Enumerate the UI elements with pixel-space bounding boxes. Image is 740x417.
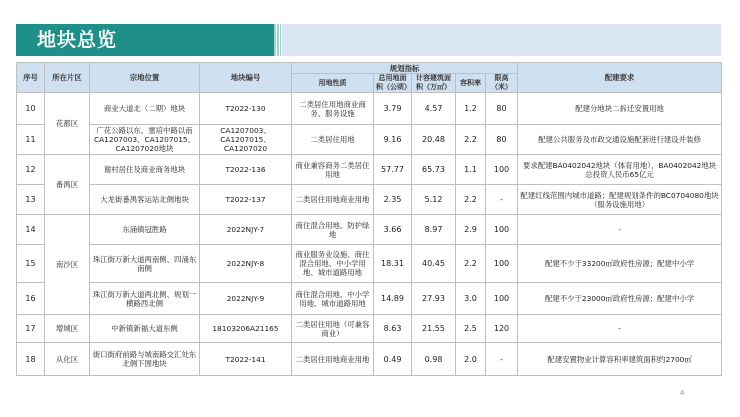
cell-location: 广花公路以东、塞培中路以南CA1207003、CA1207015、CA1207020地块: [90, 125, 200, 155]
cell-plot-no: 2022NJY-7: [200, 215, 292, 245]
cell-plot-no: CA1207003、CA1207015、CA1207020: [200, 125, 292, 155]
header-district: 所在片区: [45, 63, 90, 93]
cell-requirements: -: [518, 215, 722, 245]
cell-land-use: 二类居住用地商业商务、服务设施: [292, 93, 374, 125]
cell-height: 80: [486, 93, 518, 125]
cell-height: 100: [486, 283, 518, 315]
page-number: 4: [680, 389, 685, 397]
cell-district: 从化区: [45, 343, 90, 376]
header-planning-indicators: 规划指标: [292, 63, 518, 74]
cell-location: 中新镇新福大道东侧: [90, 315, 200, 343]
cell-seq: 16: [17, 283, 45, 315]
cell-seq: 12: [17, 155, 45, 185]
cell-floor-area: 40.45: [412, 245, 456, 283]
cell-district: 南沙区: [45, 215, 90, 315]
cell-floor-area: 0.98: [412, 343, 456, 376]
cell-floor-area: 21.55: [412, 315, 456, 343]
title-bar-accent: [16, 24, 274, 56]
cell-area: 18.31: [374, 245, 412, 283]
cell-requirements: 配建公共服务及市政交通设施配套进行建设并装修: [518, 125, 722, 155]
cell-area: 8.63: [374, 315, 412, 343]
cell-requirements: -: [518, 315, 722, 343]
cell-height: 80: [486, 125, 518, 155]
table-row: [17, 343, 722, 376]
cell-far: 2.5: [456, 315, 486, 343]
cell-plot-no: 2022NJY-8: [200, 245, 292, 283]
cell-far: 1.1: [456, 155, 486, 185]
title-stripe-decoration: [274, 24, 281, 56]
cell-area: 3.79: [374, 93, 412, 125]
cell-location: 珠江街万新大道两北侧、规划一横路西北侧: [90, 283, 200, 315]
cell-area: 3.66: [374, 215, 412, 245]
cell-plot-no: T2022-141: [200, 343, 292, 376]
cell-floor-area: 65.73: [412, 155, 456, 185]
header-land-use: 用地性质: [292, 74, 374, 93]
cell-plot-no: T2022-130: [200, 93, 292, 125]
cell-far: 1.2: [456, 93, 486, 125]
cell-floor-area: 4.57: [412, 93, 456, 125]
cell-requirements: 配建红线范围内城市道路；配建规划条件的BC0704080地块（服务设施用地）: [518, 185, 722, 215]
header-floor-area: 计容建筑面积（万㎡）: [412, 74, 456, 93]
cell-district: 花都区: [45, 93, 90, 155]
cell-plot-no: T2022-136: [200, 155, 292, 185]
header-location: 宗地位置: [90, 63, 200, 93]
cell-location: 珠江街万新大道两南侧、四涌东南侧: [90, 245, 200, 283]
cell-location: 街口街府前路与城南路交汇处东北侧下围地块: [90, 343, 200, 376]
cell-area: 57.77: [374, 155, 412, 185]
cell-requirements: 配建不少于23000㎡政府性房源；配建中小学: [518, 283, 722, 315]
cell-seq: 15: [17, 245, 45, 283]
header-total-area: 总用地面积（公顷）: [374, 74, 412, 93]
cell-location: 商业大道北（二期）地块: [90, 93, 200, 125]
cell-height: 100: [486, 215, 518, 245]
table-row: [17, 155, 722, 185]
cell-requirements: 配建安置物业计算容积率建筑面积约2700㎡: [518, 343, 722, 376]
cell-far: 2.0: [456, 343, 486, 376]
cell-height: 100: [486, 245, 518, 283]
cell-far: 2.9: [456, 215, 486, 245]
cell-district: 番禺区: [45, 155, 90, 215]
cell-land-use: 商业服务业设施、商住混合用地、中小学用地、城市道路用地: [292, 245, 374, 283]
cell-seq: 13: [17, 185, 45, 215]
cell-seq: 10: [17, 93, 45, 125]
cell-floor-area: 27.93: [412, 283, 456, 315]
cell-floor-area: 20.48: [412, 125, 456, 155]
cell-height: 120: [486, 315, 518, 343]
header-height: 限高（米）: [486, 74, 518, 93]
cell-seq: 18: [17, 343, 45, 376]
table-row: [17, 125, 722, 155]
table-row: [17, 185, 722, 215]
cell-plot-no: 2022NJY-9: [200, 283, 292, 315]
cell-plot-no: 18103206A21165: [200, 315, 292, 343]
cell-plot-no: T2022-137: [200, 185, 292, 215]
cell-far: 3.0: [456, 283, 486, 315]
page-title: 地块总览: [37, 29, 118, 51]
cell-requirements: 要求配建BA0402042地块（体育用地），BA0402042地块总投资人民币65亿元: [518, 155, 722, 185]
table-row: [17, 215, 722, 245]
cell-far: 2.2: [456, 185, 486, 215]
header-plot-no: 地块编号: [200, 63, 292, 93]
header-requirements: 配建要求: [518, 63, 722, 93]
cell-height: 100: [486, 155, 518, 185]
header-seq: 序号: [17, 63, 45, 93]
cell-seq: 11: [17, 125, 45, 155]
cell-location: 谢村居住及商业商务地块: [90, 155, 200, 185]
cell-requirements: 配建分地块二拆迁安置用地: [518, 93, 722, 125]
cell-area: 9.16: [374, 125, 412, 155]
cell-land-use: 二类居住用地商业用地: [292, 343, 374, 376]
table-row: [17, 283, 722, 315]
cell-height: -: [486, 343, 518, 376]
cell-far: 2.2: [456, 125, 486, 155]
cell-land-use: 二类居住用地: [292, 125, 374, 155]
land-overview-table: [16, 62, 722, 376]
table-row: [17, 315, 722, 343]
title-bar-light: [282, 24, 721, 56]
cell-requirements: 配建不少于33200㎡政府性房源；配建中小学: [518, 245, 722, 283]
cell-district: 增城区: [45, 315, 90, 343]
cell-area: 0.49: [374, 343, 412, 376]
cell-location: 大龙街番禺客运站北侧地块: [90, 185, 200, 215]
cell-location: 东涌镇冠胜路: [90, 215, 200, 245]
cell-area: 14.89: [374, 283, 412, 315]
cell-far: 2.2: [456, 245, 486, 283]
cell-land-use: 商住混合用地、中小学用地、城市道路用地: [292, 283, 374, 315]
cell-seq: 14: [17, 215, 45, 245]
table-row: [17, 245, 722, 283]
cell-land-use: 二类居住用地商业用地: [292, 185, 374, 215]
cell-land-use: 商住混合用地、防护绿地: [292, 215, 374, 245]
cell-area: 2.35: [374, 185, 412, 215]
table-row: [17, 93, 722, 125]
cell-floor-area: 8.97: [412, 215, 456, 245]
cell-floor-area: 5.12: [412, 185, 456, 215]
cell-seq: 17: [17, 315, 45, 343]
cell-height: -: [486, 185, 518, 215]
cell-land-use: 商业兼容商务二类居住用地: [292, 155, 374, 185]
header-far: 容积率: [456, 74, 486, 93]
cell-land-use: 二类居住用地（可兼容商业）: [292, 315, 374, 343]
title-bar: [16, 24, 721, 56]
